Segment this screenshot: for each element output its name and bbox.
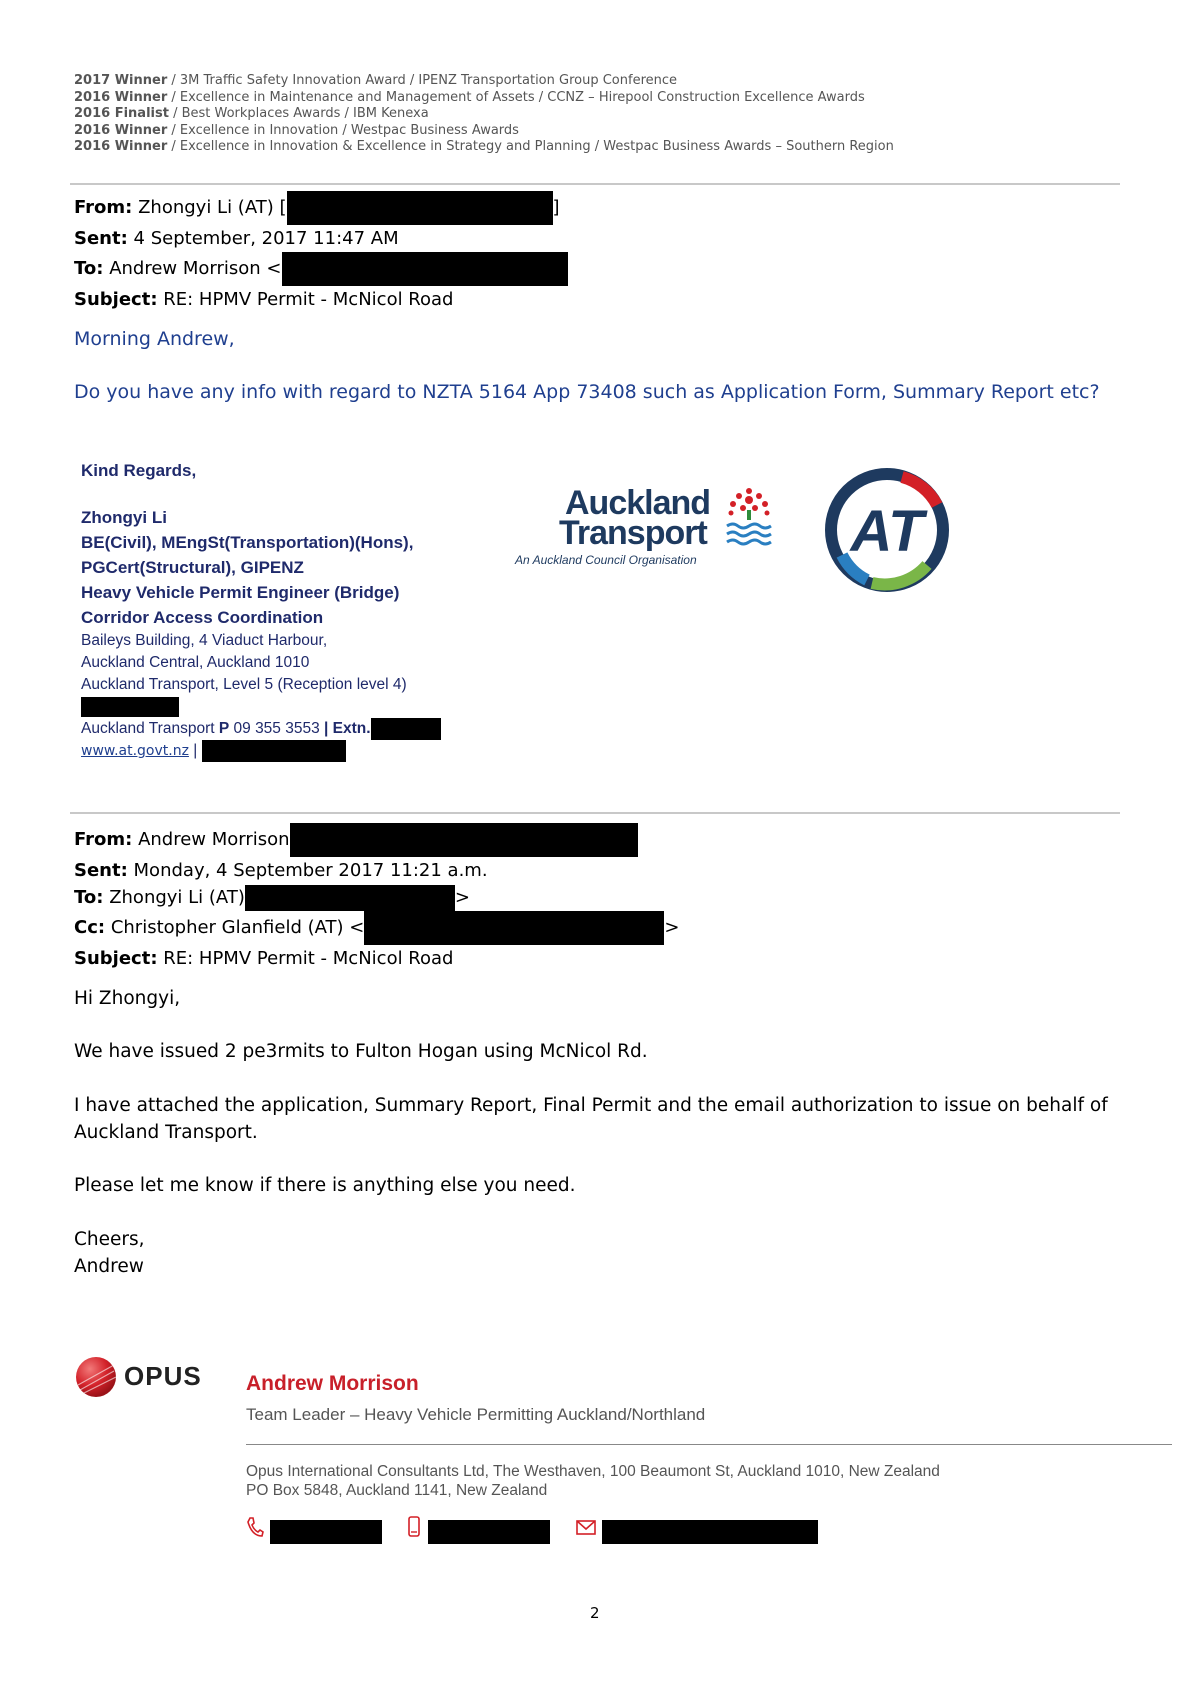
- divider: [70, 183, 1120, 185]
- award-status: 2016 Winner: [74, 122, 168, 138]
- opus-address-line: PO Box 5848, Auckland 1141, New Zealand: [246, 1482, 548, 1499]
- signature-contact: Auckland Transport P 09 355 3553 | Extn.: [81, 718, 441, 740]
- email2-from: From: Andrew Morrison: [74, 823, 679, 857]
- website-link[interactable]: www.at.govt.nz: [81, 743, 189, 760]
- opus-sphere-icon: [74, 1355, 118, 1399]
- redacted-email: [602, 1520, 818, 1544]
- award-text: / 3M Traffic Safety Innovation Award / IPENZ Transportation Group Conference: [167, 73, 678, 88]
- email1-from: From: Zhongyi Li (AT) [ ]: [74, 191, 568, 225]
- email2-paragraph: Please let me know if there is anything else you need.: [74, 1175, 576, 1196]
- pohutukawa-icon: [723, 486, 775, 550]
- award-line: [74, 123, 894, 140]
- signature-role: Heavy Vehicle Permit Engineer (Bridge): [81, 583, 400, 602]
- redacted-email: [282, 252, 568, 286]
- signature-address: Auckland Central, Auckland 1010: [81, 654, 310, 671]
- divider: [70, 812, 1120, 814]
- mobile-icon: [407, 1516, 421, 1538]
- opus-address: [246, 1462, 940, 1500]
- email2-cc: Cc: Christopher Glanfield (AT) < >: [74, 911, 679, 945]
- awards-list: [74, 73, 894, 156]
- at-logo-line1: Auckland: [565, 484, 711, 522]
- email2-greeting: Hi Zhongyi,: [74, 988, 181, 1009]
- signature-web: www.at.govt.nz |: [81, 740, 441, 762]
- email2-subject: Subject: RE: HPMV Permit - McNicol Road: [74, 948, 454, 969]
- email1-body: Do you have any info with regard to NZTA 5164 App 73408 such as Application Form, Summary Report etc?: [74, 381, 1100, 403]
- redacted-field: [202, 740, 346, 762]
- opus-logo: [74, 1355, 214, 1399]
- award-text: / Best Workplaces Awards / IBM Kenexa: [168, 106, 429, 121]
- signature-name: Zhongyi Li: [81, 508, 167, 527]
- email-icon: [576, 1520, 596, 1536]
- award-text: / Excellence in Maintenance and Management of Assets / CCNZ – Hirepool Construction Excellence Awards: [167, 89, 865, 105]
- redacted-field: [81, 697, 179, 717]
- at-badge-icon: [822, 465, 952, 595]
- signature-quals: BE(Civil), MEngSt(Transportation)(Hons),: [81, 533, 414, 552]
- email2-signoff: Andrew: [74, 1256, 144, 1277]
- opus-contacts: [246, 1516, 826, 1544]
- opus-sender-title: Team Leader – Heavy Vehicle Permitting Auckland/Northland: [246, 1405, 706, 1424]
- email2-paragraph: Auckland Transport.: [74, 1122, 258, 1143]
- auckland-transport-logo: [515, 484, 775, 567]
- redacted-email: [290, 823, 638, 857]
- redacted-email: [245, 885, 455, 911]
- redacted-mobile: [428, 1520, 550, 1544]
- redacted-field: [371, 718, 441, 740]
- page-number: 2: [590, 1604, 600, 1622]
- email2-paragraph: I have attached the application, Summary Report, Final Permit and the email authorization to issue on behalf of: [74, 1095, 1108, 1116]
- award-status: 2016 Winner: [74, 89, 168, 105]
- opus-address-line: Opus International Consultants Ltd, The Westhaven, 100 Beaumont St, Auckland 1010, New Zealand: [246, 1463, 940, 1480]
- email2-header: [74, 823, 679, 972]
- at-roundel-logo: [822, 465, 952, 595]
- email2-paragraph: We have issued 2 pe3rmits to Fulton Hogan using McNicol Rd.: [74, 1041, 648, 1062]
- signature-address: Auckland Transport, Level 5 (Reception level 4): [81, 676, 407, 693]
- signature-address: Baileys Building, 4 Viaduct Harbour,: [81, 632, 328, 649]
- phone-icon: [246, 1516, 264, 1538]
- at-badge-text: AT: [850, 499, 924, 564]
- email1-subject: Subject: RE: HPMV Permit - McNicol Road: [74, 289, 454, 310]
- redacted-email: [364, 911, 664, 945]
- email2-to: To: Zhongyi Li (AT) >: [74, 884, 679, 911]
- signature-quals: PGCert(Structural), GIPENZ: [81, 558, 304, 577]
- email1-header: [74, 191, 568, 313]
- opus-logo-text: OPUS: [124, 1361, 202, 1391]
- email2-sent: Sent: Monday, 4 September 2017 11:21 a.m.: [74, 860, 488, 881]
- award-line: [74, 90, 894, 107]
- award-line: [74, 139, 894, 156]
- signature-regards: Kind Regards,: [81, 461, 197, 480]
- divider: [246, 1444, 1172, 1445]
- award-status: 2017 Winner: [74, 73, 168, 88]
- award-text: / Excellence in Innovation & Excellence in Strategy and Planning / Westpac Business Awards – Southern Region: [167, 139, 894, 154]
- redacted-email: [287, 191, 553, 225]
- opus-sender-name: Andrew Morrison: [246, 1372, 419, 1395]
- email1-sent: Sent: 4 September, 2017 11:47 AM: [74, 228, 399, 249]
- redacted-phone: [270, 1520, 382, 1544]
- at-logo-tagline: An Auckland Council Organisation: [515, 553, 697, 567]
- email2-closing: Cheers,: [74, 1229, 145, 1250]
- award-status: 2016 Finalist: [74, 106, 169, 121]
- signature-block: [81, 458, 441, 762]
- email1-to: To: Andrew Morrison <: [74, 252, 568, 286]
- award-line: [74, 106, 894, 123]
- award-line: [74, 73, 894, 90]
- at-logo-line2: Transport: [559, 514, 707, 552]
- signature-team: Corridor Access Coordination: [81, 608, 324, 627]
- award-text: / Excellence in Innovation / Westpac Business Awards: [167, 122, 519, 138]
- award-status: 2016 Winner: [74, 139, 168, 154]
- email1-greeting: Morning Andrew,: [74, 328, 235, 350]
